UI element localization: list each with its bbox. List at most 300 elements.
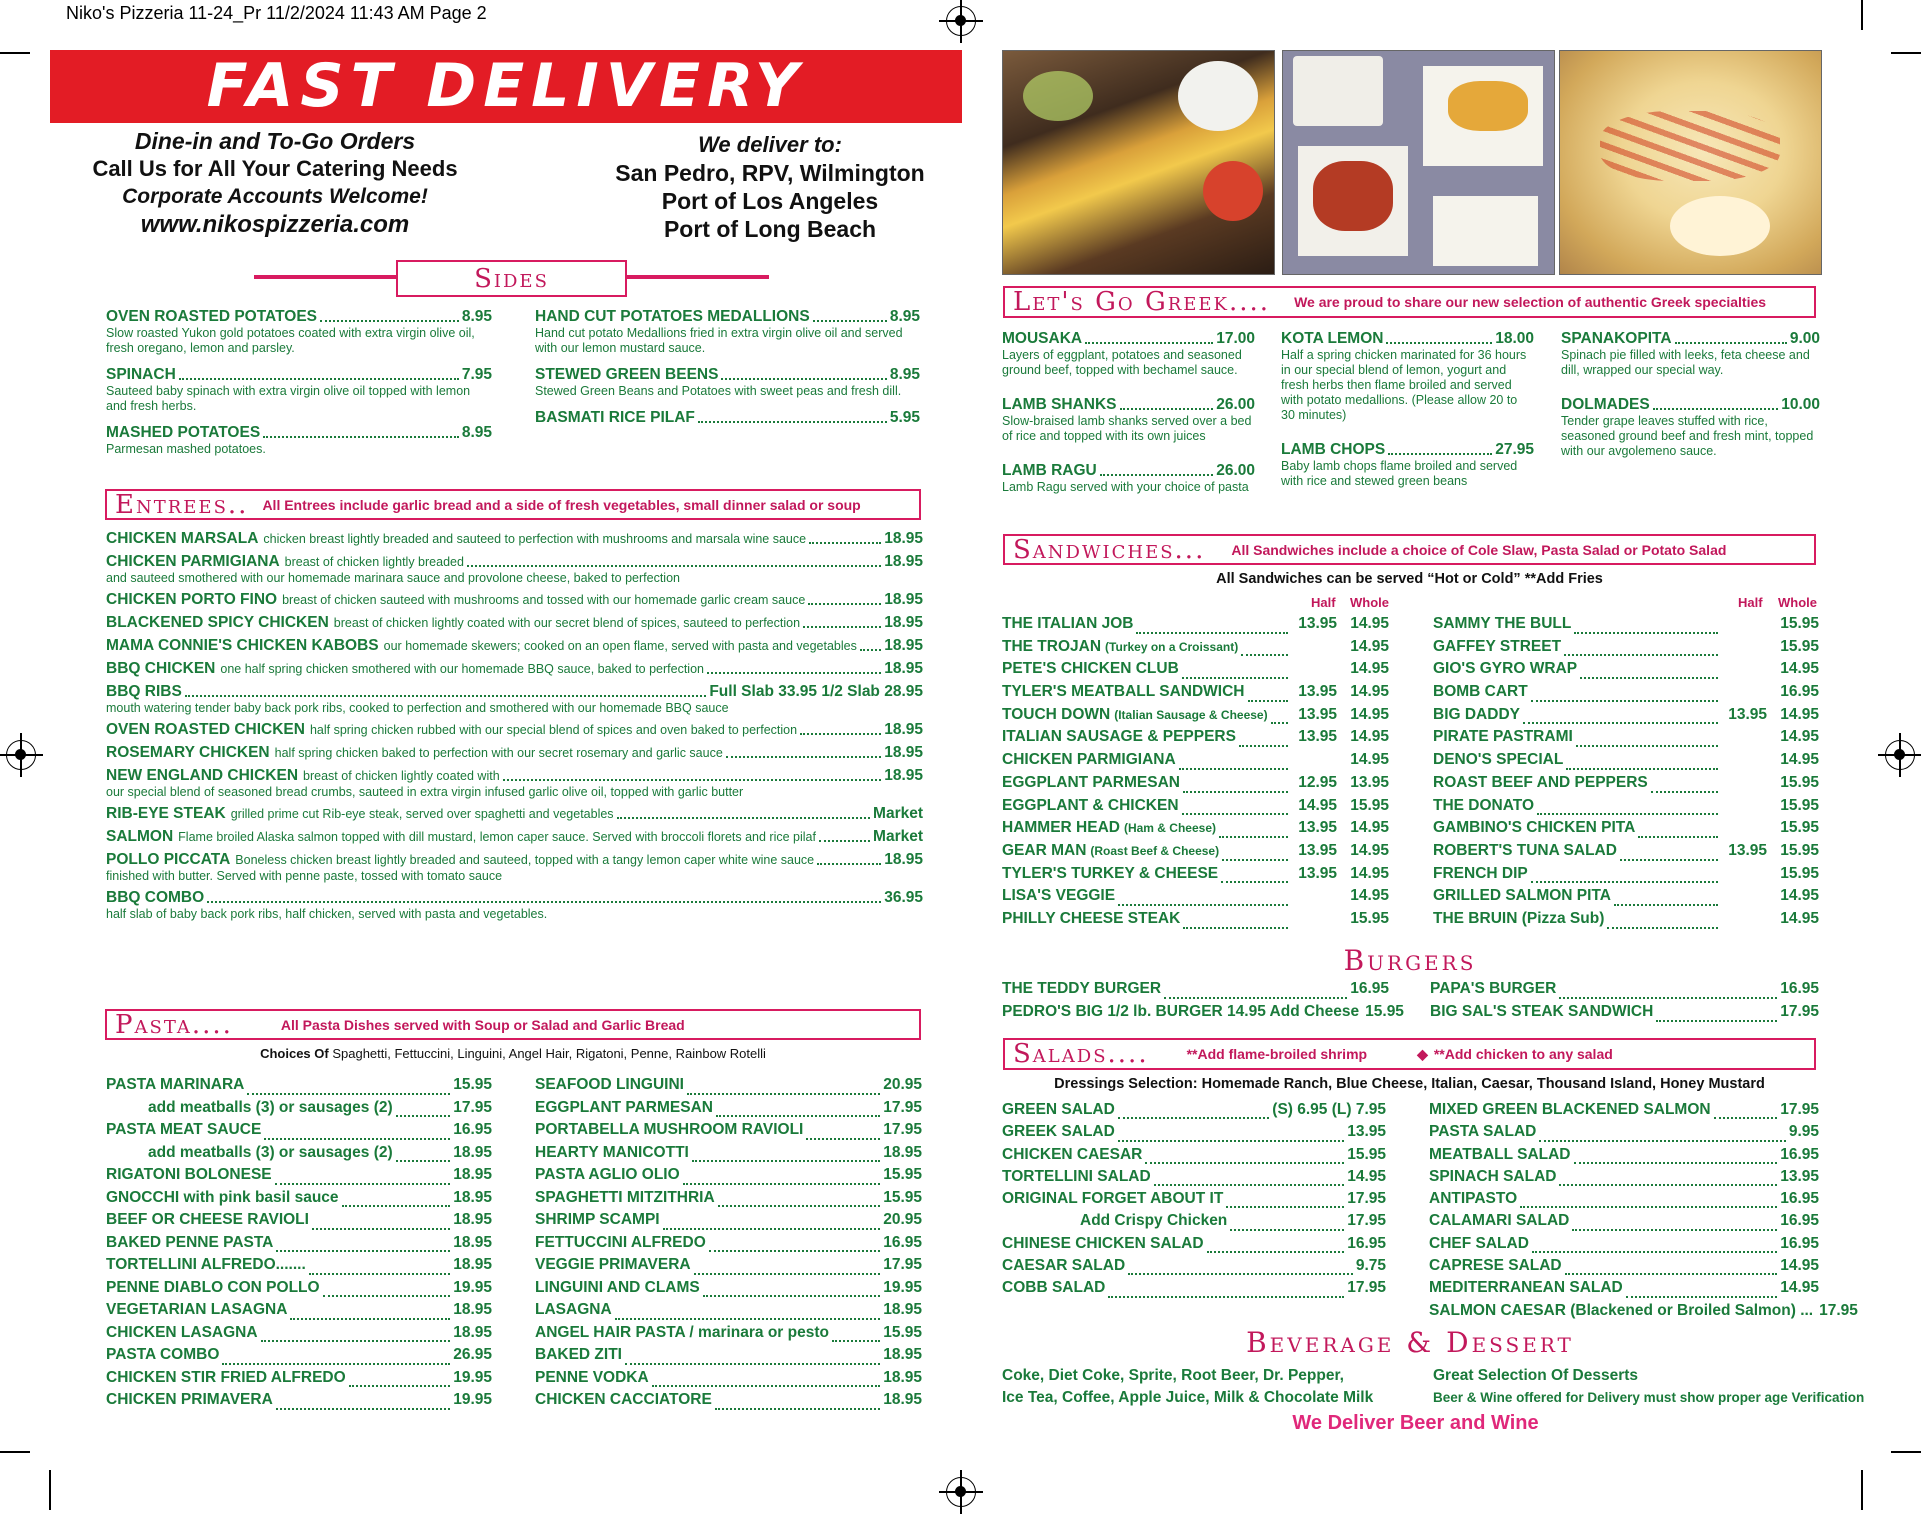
whole-price: 14.95 — [1780, 887, 1819, 905]
item-price: 17.95 — [883, 1098, 922, 1116]
dot-leader — [652, 1384, 881, 1387]
menu-item — [1429, 1235, 1819, 1257]
half-price: 13.95 — [1728, 705, 1767, 723]
whole-price: 15.95 — [1780, 864, 1819, 882]
item-name: SHRIMP SCAMPI — [535, 1211, 660, 1228]
menu-item — [1429, 1212, 1819, 1234]
crop-mark — [1891, 52, 1921, 54]
dot-leader — [1520, 1205, 1777, 1208]
item-name: CHICKEN LASAGNA — [106, 1323, 258, 1341]
item-name: MASHED POTATOES — [106, 424, 261, 441]
whole-price: 14.95 — [1350, 864, 1389, 882]
item-name: CHINESE CHICKEN SALAD — [1002, 1234, 1204, 1252]
crop-mark — [1861, 0, 1863, 30]
menu-item — [1002, 774, 1389, 797]
dot-leader — [276, 1407, 450, 1410]
dot-leader — [207, 900, 881, 903]
item-name: add meatballs (3) or sausages (2) — [148, 1098, 393, 1116]
dot-leader — [1221, 880, 1288, 883]
item-price: 26.95 — [453, 1346, 492, 1363]
item-price: (S) 6.95 (L) 7.95 — [1272, 1101, 1386, 1118]
dot-leader — [261, 1339, 451, 1342]
item-name: ROAST BEEF AND PEPPERS — [1433, 773, 1648, 791]
menu-item — [1002, 660, 1389, 683]
item-name: CHICKEN PARMIGIANA — [106, 553, 280, 570]
crop-mark — [49, 1470, 51, 1510]
menu-item — [1002, 1279, 1386, 1301]
item-price: 16.95 — [1780, 980, 1819, 997]
dot-leader — [703, 1294, 880, 1297]
menu-item — [1002, 330, 1255, 348]
item-price: 18.95 — [884, 553, 923, 570]
dot-leader — [264, 1137, 450, 1140]
item-name: FETTUCCINI ALFREDO — [535, 1233, 706, 1251]
menu-item — [106, 805, 923, 823]
crop-mark — [0, 1451, 30, 1453]
dot-leader — [179, 377, 459, 380]
item-price: 16.95 — [453, 1121, 492, 1138]
item-price: 7.95 — [461, 366, 492, 383]
item-name: BIG DADDY — [1433, 705, 1520, 723]
menu-item — [1002, 728, 1389, 751]
dot-leader — [1120, 407, 1214, 410]
diamond-icon: ◆ — [1417, 1045, 1428, 1062]
whole-price: 15.95 — [1350, 796, 1389, 814]
pasta-right-column — [535, 1076, 922, 1414]
item-description: Lamb Ragu served with your choice of pasta — [1002, 480, 1249, 494]
item-price: 14.95 — [1347, 1167, 1386, 1185]
item-name: HEARTY MANICOTTI — [535, 1143, 689, 1161]
dot-leader — [1656, 1019, 1777, 1022]
menu-item — [535, 1391, 922, 1414]
dot-leader — [1386, 341, 1492, 344]
menu-item — [1429, 1168, 1819, 1190]
item-name: DOLMADES — [1561, 396, 1650, 413]
menu-item — [535, 1166, 922, 1189]
item-name: OVEN ROASTED CHICKEN — [106, 721, 305, 738]
kebab-rice-photo — [1282, 50, 1555, 275]
item-price: 26.00 — [1216, 396, 1255, 413]
whole-price: 14.95 — [1780, 705, 1819, 723]
item-name: CAPRESE SALAD — [1429, 1257, 1562, 1275]
dot-leader — [1271, 721, 1288, 724]
item-price: 14.95 — [1780, 1257, 1819, 1275]
item-description: half slab of baby back pork ribs, half chicken, served with pasta and vegetables. — [106, 907, 548, 921]
menu-item — [1433, 615, 1819, 638]
menu-item — [1430, 1003, 1819, 1026]
item-price: 8.95 — [889, 308, 920, 325]
item-name: MEATBALL SALAD — [1429, 1145, 1571, 1163]
item-name: LAMB CHOPS — [1281, 441, 1386, 458]
dot-leader — [709, 1249, 880, 1252]
item-name: PETE'S CHICKEN CLUB — [1002, 660, 1179, 678]
menu-item — [1002, 683, 1389, 706]
dot-leader — [263, 435, 459, 438]
menu-item — [1002, 1003, 1404, 1026]
item-price: 17.95 — [883, 1256, 922, 1273]
item-description: Slow-braised lamb shanks served over a bed of rice and topped with its own juices — [1002, 414, 1252, 443]
item-price: 18.95 — [453, 1233, 492, 1251]
item-price: 16.95 — [1347, 1234, 1386, 1252]
item-name: ROSEMARY CHICKEN — [106, 744, 270, 761]
dot-leader — [247, 1092, 450, 1095]
menu-item — [1429, 1190, 1819, 1212]
spanakopita-photo — [1559, 50, 1822, 275]
dot-leader — [1531, 699, 1718, 702]
menu-item — [535, 1076, 922, 1099]
menu-item — [106, 1279, 492, 1302]
dot-leader — [1537, 812, 1718, 815]
half-price: 14.95 — [1298, 796, 1337, 814]
whole-price: 13.95 — [1350, 773, 1389, 791]
item-name: BASMATI RICE PILAF — [535, 409, 695, 426]
item-name: LAMB RAGU — [1002, 462, 1097, 479]
menu-item — [106, 366, 492, 384]
item-inline-description: breast of chicken lightly coated with — [303, 769, 500, 783]
greek-header: Let's Go Greek.... We are proud to share our new selection of authentic Greek specialties — [1003, 286, 1816, 318]
greek-column-3 — [1561, 330, 1820, 477]
menu-item — [1002, 797, 1389, 820]
dot-leader — [1388, 452, 1492, 455]
item-price: 15.95 — [1365, 1003, 1404, 1020]
item-inline-description: chicken breast lightly breaded and sauteed to perfection with mushrooms and marsala wine sauce — [263, 532, 807, 546]
item-name: GRILLED SALMON PITA — [1433, 887, 1611, 905]
item-name: KOTA LEMON — [1281, 330, 1384, 347]
menu-item — [1561, 396, 1820, 414]
registration-mark-icon — [6, 740, 36, 770]
dot-leader — [615, 1317, 881, 1320]
dot-leader — [1565, 1272, 1778, 1275]
menu-item — [106, 1234, 492, 1257]
item-price: 18.95 — [453, 1143, 492, 1161]
item-price: 16.95 — [1780, 1212, 1819, 1230]
dot-leader — [1559, 1183, 1777, 1186]
item-name: VEGETARIAN LASAGNA — [106, 1301, 288, 1318]
dot-leader — [396, 1159, 451, 1162]
item-name: PEDRO'S BIG 1/2 lb. BURGER 14.95 Add Cheese — [1002, 1003, 1360, 1020]
dot-leader — [1182, 812, 1288, 815]
item-description: Parmesan mashed potatoes. — [106, 442, 266, 456]
item-price: 19.95 — [883, 1278, 922, 1296]
item-description: our special blend of seasoned bread crumbs, sauteed in extra virgin infused garlic olive oil, topped with garlic butter — [106, 785, 744, 799]
item-price: 17.95 — [1347, 1190, 1386, 1208]
item-name: OVEN ROASTED POTATOES — [106, 308, 317, 325]
item-name: CHICKEN MARSALA — [106, 530, 259, 547]
whole-price: 14.95 — [1350, 751, 1389, 769]
dot-leader — [692, 1159, 880, 1162]
item-description: finished with butter. Served with penne paste, tossed with tomato sauce — [106, 869, 503, 883]
beverage-dessert-title: Beverage & Dessert — [1246, 1326, 1574, 1359]
item-note: (Turkey on a Croissant) — [1105, 639, 1239, 654]
item-price: 18.00 — [1495, 330, 1534, 347]
item-name: THE DONATO — [1433, 796, 1535, 814]
item-name: SPINACH SALAD — [1429, 1167, 1557, 1185]
item-name: BAKED ZITI — [535, 1346, 622, 1363]
menu-item — [1433, 706, 1819, 729]
menu-item — [535, 1346, 922, 1369]
item-name: SALMON — [106, 828, 174, 845]
dot-leader — [1576, 744, 1718, 747]
menu-item — [1002, 865, 1389, 888]
dot-leader — [1136, 631, 1288, 634]
item-description: Hand cut potato Medallions fried in extra virgin olive oil and served with our lemon mustard sauce. — [535, 326, 903, 355]
menu-item — [1433, 865, 1819, 888]
menu-item — [106, 683, 923, 701]
menu-item — [106, 767, 923, 785]
dot-leader — [1574, 1161, 1778, 1164]
item-inline-description: Boneless chicken breast lightly breaded and sauteed, topped with a tangy lemon caper white wine sauce — [235, 853, 815, 867]
item-note: (Roast Beef & Cheese) — [1090, 843, 1220, 858]
delivery-area: We deliver to: San Pedro, RPV, Wilmington Port of Los Angeles Port of Long Beach — [615, 132, 925, 242]
half-price: 13.95 — [1298, 841, 1337, 859]
dot-leader — [1179, 767, 1288, 770]
item-price: 18.95 — [884, 591, 923, 608]
item-name: BEEF OR CHEESE RAVIOLI — [106, 1211, 309, 1228]
dot-leader — [809, 541, 881, 544]
menu-item — [106, 744, 923, 762]
dot-leader — [1626, 1295, 1777, 1298]
dot-leader — [185, 694, 707, 697]
half-price: 13.95 — [1298, 615, 1337, 632]
dot-leader — [707, 671, 881, 674]
item-name: GREEN SALAD — [1002, 1101, 1115, 1118]
menu-item — [106, 614, 923, 632]
item-price: 16.95 — [1350, 980, 1389, 997]
item-name: NEW ENGLAND CHICKEN — [106, 767, 299, 784]
menu-item — [1429, 1101, 1819, 1123]
item-name: DENO'S SPECIAL — [1433, 751, 1564, 769]
item-price: 18.95 — [884, 637, 923, 654]
whole-price: 16.95 — [1780, 683, 1819, 701]
fast-delivery-banner: FAST DELIVERY — [50, 50, 962, 123]
item-price: 18.95 — [883, 1143, 922, 1161]
item-name: PAPA'S BURGER — [1430, 980, 1557, 997]
item-price: 18.95 — [883, 1346, 922, 1363]
whole-price: 14.95 — [1350, 615, 1389, 632]
dot-leader — [1226, 1205, 1344, 1208]
menu-item — [106, 1211, 492, 1234]
whole-price: 14.95 — [1780, 909, 1819, 927]
dot-leader — [1145, 1161, 1344, 1164]
item-name: SPINACH — [106, 366, 176, 383]
item-inline-description: breast of chicken lightly coated with our secret blend of spices, sauteed to perfection — [333, 616, 801, 630]
dot-leader — [1183, 790, 1288, 793]
whole-price: 15.95 — [1780, 819, 1819, 837]
menu-item — [1002, 887, 1389, 910]
crop-mark — [0, 52, 30, 54]
dot-leader — [309, 1272, 450, 1275]
beverage-list: Coke, Diet Coke, Sprite, Root Beer, Dr. Pepper, Ice Tea, Coffee, Apple Juice, Milk & Chocolate Milk — [1002, 1367, 1374, 1406]
menu-item — [106, 591, 923, 609]
item-name: SALMON CAESAR (Blackened or Broiled Salmon) ... — [1429, 1301, 1814, 1319]
menu-item — [535, 1301, 922, 1324]
item-price: Full Slab 33.95 1/2 Slab 28.95 — [709, 683, 923, 700]
item-price: 8.95 — [461, 424, 492, 441]
item-name: BLACKENED SPICY CHICKEN — [106, 614, 329, 631]
item-note: (Italian Sausage & Cheese) — [1114, 707, 1268, 722]
item-name: ROBERT'S TUNA SALAD — [1433, 841, 1617, 859]
item-name: LASAGNA — [535, 1301, 612, 1318]
item-price: 17.95 — [1780, 1101, 1819, 1118]
dot-leader — [819, 839, 870, 842]
menu-item — [1002, 980, 1389, 1003]
item-price: 26.00 — [1216, 462, 1255, 479]
menu-item — [1433, 842, 1819, 865]
dot-leader — [275, 1182, 451, 1185]
item-price: 18.95 — [884, 660, 923, 677]
item-name: RIB-EYE STEAK — [106, 805, 226, 822]
item-price: 17.95 — [1780, 1003, 1819, 1020]
dot-leader — [1108, 1295, 1344, 1298]
menu-item — [1433, 819, 1819, 842]
dot-leader — [1085, 341, 1213, 344]
menu-item — [106, 637, 923, 655]
item-price: 18.95 — [884, 851, 923, 868]
item-price: 9.00 — [1789, 330, 1820, 347]
half-price: 13.95 — [1298, 705, 1337, 723]
item-name: BBQ COMBO — [106, 889, 205, 906]
dot-leader — [1239, 744, 1288, 747]
menu-item — [535, 366, 920, 384]
menu-item — [106, 1324, 492, 1347]
item-description: Sauteed baby spinach with extra virgin olive oil topped with lemon and fresh herbs. — [106, 384, 471, 413]
item-price: 15.95 — [453, 1076, 492, 1093]
dot-leader — [1620, 858, 1718, 861]
item-name: POLLO PICCATA — [106, 851, 231, 868]
item-price: 18.95 — [883, 1301, 922, 1318]
item-price: 15.95 — [1347, 1145, 1386, 1163]
item-name: MAMA CONNIE'S CHICKEN KABOBS — [106, 637, 379, 654]
half-price: 12.95 — [1298, 773, 1337, 791]
item-name: GAMBINO'S CHICKEN PITA — [1433, 819, 1636, 837]
item-inline-description: grilled prime cut Rib-eye steak, served over spaghetti and vegetables — [230, 807, 614, 821]
item-price: 14.95 — [1780, 1279, 1819, 1297]
dot-leader — [1564, 653, 1718, 656]
item-name: CALAMARI SALAD — [1429, 1212, 1570, 1230]
half-price: 13.95 — [1298, 819, 1337, 837]
item-name: SAMMY THE BULL — [1433, 615, 1572, 632]
item-price: 18.95 — [453, 1256, 492, 1273]
item-price: 18.95 — [453, 1301, 492, 1318]
item-price: 18.95 — [883, 1368, 922, 1386]
item-description: Slow roasted Yukon gold potatoes coated with extra virgin olive oil, fresh oregano, lemon and parsley. — [106, 326, 475, 355]
sandwiches-right-column — [1433, 615, 1819, 933]
dot-leader — [1638, 835, 1718, 838]
item-price: 18.95 — [453, 1211, 492, 1228]
whole-price: 14.95 — [1350, 819, 1389, 837]
dot-leader — [832, 1339, 880, 1342]
dot-leader — [222, 1362, 450, 1365]
dot-leader — [1182, 676, 1288, 679]
menu-item — [106, 1301, 492, 1324]
item-description: Layers of eggplant, potatoes and seasoned ground beef, topped with bechamel sauce. — [1002, 348, 1242, 377]
item-inline-description: half spring chicken rubbed with our special blend of spices and oven baked to perfection — [309, 723, 798, 737]
menu-item — [1002, 1235, 1386, 1257]
whole-price: 14.95 — [1350, 637, 1389, 655]
item-price: 27.95 — [1495, 441, 1534, 458]
item-name: TOUCH DOWN — [1002, 705, 1111, 723]
pasta-choices: Choices Of Spaghetti, Fettuccini, Linguini, Angel Hair, Rigatoni, Penne, Rainbow Rotelli — [260, 1046, 766, 1061]
dot-leader — [625, 1362, 880, 1365]
item-price: 18.95 — [883, 1391, 922, 1408]
item-name: BIG SAL'S STEAK SANDWICH — [1430, 1003, 1654, 1020]
item-price: 9.95 — [1788, 1123, 1819, 1141]
menu-item — [1002, 1168, 1386, 1190]
menu-item — [1429, 1257, 1819, 1279]
registration-mark-icon — [946, 1477, 976, 1507]
dot-leader — [1183, 926, 1288, 929]
item-name: STEWED GREEN BEENS — [535, 366, 719, 383]
menu-item — [106, 889, 923, 907]
dot-leader — [663, 1227, 881, 1230]
item-name: SPAGHETTI MITZITHRIA — [535, 1188, 715, 1206]
item-name: TYLER'S MEATBALL SANDWICH — [1002, 683, 1245, 701]
item-inline-description: breast of chicken sauteed with mushrooms and tossed with our homemade garlic cream sauce — [282, 593, 806, 607]
dot-leader — [694, 1272, 881, 1275]
item-name: CHICKEN CAESAR — [1002, 1145, 1143, 1163]
item-name: PHILLY CHEESE STEAK — [1002, 909, 1181, 927]
sides-header: Sides — [396, 260, 627, 297]
menu-item — [535, 1121, 922, 1144]
dot-leader — [1230, 1228, 1344, 1231]
menu-item — [106, 1346, 492, 1369]
menu-item — [1561, 330, 1820, 348]
menu-item — [106, 721, 923, 739]
item-name: BAKED PENNE PASTA — [106, 1233, 274, 1251]
pasta-left-column — [106, 1076, 492, 1414]
dot-leader — [718, 1204, 881, 1207]
item-price: 13.95 — [1780, 1167, 1819, 1185]
half-label: Half — [1311, 595, 1336, 610]
item-name: GEAR MAN — [1002, 841, 1087, 859]
item-price: 17.95 — [1347, 1212, 1386, 1230]
divider — [627, 275, 769, 279]
dot-leader — [1118, 1139, 1344, 1142]
whole-label: Whole — [1778, 595, 1817, 610]
menu-item — [1281, 330, 1534, 348]
dot-leader — [1241, 653, 1288, 656]
menu-item — [1430, 980, 1819, 1003]
menu-item — [106, 1256, 492, 1279]
item-inline-description: one half spring chicken smothered with our homemade BBQ sauce, baked to perfection — [220, 662, 704, 676]
burgers-title: Burgers — [1343, 944, 1477, 977]
item-description: mouth watering tender baby back pork ribs, cooked to perfection and smothered with our homemade BBQ sauce — [106, 701, 729, 715]
item-name: CHICKEN PARMIGIANA — [1002, 751, 1176, 769]
menu-item — [106, 308, 492, 326]
item-name: GREEK SALAD — [1002, 1123, 1115, 1141]
item-name: HAND CUT POTATOES MEDALLIONS — [535, 308, 810, 325]
item-name: LINGUINI AND CLAMS — [535, 1278, 700, 1296]
menu-item — [535, 1211, 922, 1234]
sandwiches-left-column — [1002, 615, 1389, 933]
dot-leader — [698, 420, 887, 423]
item-name: TORTELLINI ALFREDO....... — [106, 1256, 306, 1273]
item-name: Add Crispy Chicken — [1080, 1212, 1228, 1230]
item-name: PASTA SALAD — [1429, 1123, 1537, 1141]
item-name: PASTA AGLIO OLIO — [535, 1166, 680, 1183]
whole-price: 14.95 — [1780, 751, 1819, 769]
item-name: HAMMER HEAD — [1002, 819, 1120, 837]
menu-item — [1433, 683, 1819, 706]
dot-leader — [290, 1317, 450, 1320]
menu-item — [535, 1369, 922, 1392]
sides-right-column — [535, 308, 920, 437]
menu-item — [106, 1189, 492, 1212]
dot-leader — [860, 648, 881, 651]
item-price: 16.95 — [883, 1233, 922, 1251]
item-name: PASTA MARINARA — [106, 1076, 245, 1093]
menu-item — [106, 1099, 492, 1122]
